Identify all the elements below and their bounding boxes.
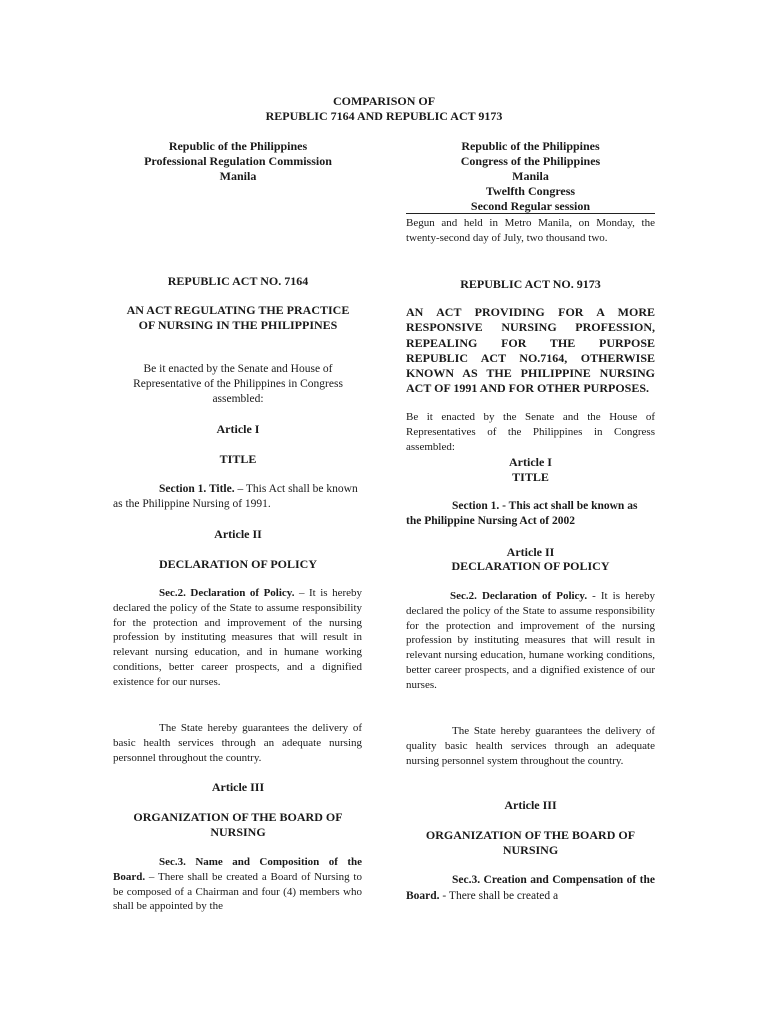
left-section-3	[113, 855, 362, 914]
right-enacting-clause: Be it enacted by the Senate and the House of Representatives of the Philippines in Congress assembled:	[406, 411, 655, 453]
right-article-3-name	[406, 828, 655, 858]
left-article-3-name-line: ORGANIZATION OF THE BOARD OF	[133, 810, 343, 824]
right-section-3-label: Sec.3. Creation and Compensation of the Board.	[406, 874, 655, 902]
title-line-1: COMPARISON OF	[332, 94, 436, 108]
title-line-2: REPUBLIC 7164 AND REPUBLIC ACT 9173	[265, 109, 503, 123]
left-article-1: Article I	[216, 422, 260, 436]
right-article-3: Article III	[504, 798, 557, 812]
left-header-line: Republic of the Philippines	[168, 139, 308, 153]
right-header-line: Second Regular session	[470, 199, 591, 213]
right-section-3-text: - There shall be created a	[439, 889, 559, 902]
left-act-number: REPUBLIC ACT NO. 7164	[167, 274, 309, 288]
left-header-line: Manila	[219, 169, 257, 183]
right-section-2-para-2	[406, 724, 655, 768]
right-article-3-name-line: NURSING	[502, 843, 559, 857]
right-section-2-label: Sec.2. Declaration of Policy.	[450, 590, 588, 602]
left-section-2-text: – It is hereby declared the policy of the State to assume responsibility for the protection and improvement of the nursing profession by instituting measures that will result in relevant nursing education, and in humane working conditions, better career prospects, and a dignified existence for our nurses.	[113, 587, 363, 688]
left-act-title	[113, 303, 363, 333]
right-act-title: AN ACT PROVIDING FOR A MORE RESPONSIVE NURSING PROFESSION, REPEALING FOR THE PURPOSE REPUBLIC ACT NO.7164, OTHERWISE KNOWN AS THE PHILIPPINE NURSING ACT OF 1991 AND FOR OTHER PURPOSES.	[406, 305, 655, 396]
left-section-2-para-2	[113, 721, 362, 765]
document-title	[200, 94, 568, 124]
right-header-line: Congress of the Philippines	[460, 154, 601, 168]
left-section-2-para-2-text: The State hereby guarantees the delivery of basic health services through an adequate nursing personnel throughout the country.	[113, 722, 362, 764]
right-article-2-name: DECLARATION OF POLICY	[451, 559, 610, 573]
left-section-1-text: – This Act shall be known as the Philippine Nursing of 1991.	[113, 483, 358, 510]
left-enacting-clause: Be it enacted by the Senate and House of Representative of the Philippines in Congress assembled:	[133, 363, 343, 405]
right-header-line: Manila	[512, 169, 549, 183]
left-act-title-line: OF NURSING IN THE PHILIPPINES	[138, 318, 338, 332]
left-section-1-label: Section 1. Title.	[159, 483, 235, 495]
left-section-3-label: Sec.3. Name and Composition of the Board.	[113, 856, 362, 883]
right-article-1: Article I	[509, 455, 552, 469]
right-act-number: REPUBLIC ACT NO. 9173	[460, 277, 601, 291]
left-header-line: Professional Regulation Commission	[144, 154, 332, 168]
right-section-2-text: - It is hereby declared the policy of the State to assume responsibility for the protection and improvement of the nursing profession by instituting measures that will result in relevant nursing education, humane working conditions, better career prospects, and a dignified existence of our nurses.	[406, 590, 655, 691]
left-article-1-name: TITLE	[219, 452, 257, 466]
right-article-3-name-line: ORGANIZATION OF THE BOARD OF	[425, 828, 636, 842]
right-section-1	[406, 499, 655, 529]
left-section-2-label: Sec.2. Declaration of Policy.	[159, 587, 295, 599]
right-section-2-para-2-text: The State hereby guarantees the delivery of quality basic health services through an adequate nursing personnel system throughout the country.	[406, 725, 655, 767]
right-begun-clause: Begun and held in Metro Manila, on Monday, the twenty-second day of July, two thousand two.	[406, 217, 655, 244]
right-header-line: Republic of the Philippines	[461, 139, 600, 153]
left-section-1	[113, 482, 363, 512]
left-section-2	[113, 586, 362, 690]
right-section-1-text: Section 1. - This act shall be known as the Philippine Nursing Act of 2002	[406, 500, 638, 527]
right-section-3	[406, 873, 655, 904]
left-header	[113, 139, 363, 184]
right-header-line: Twelfth Congress	[485, 184, 576, 198]
left-article-2-name: DECLARATION OF POLICY	[158, 557, 317, 571]
left-article-2: Article II	[214, 527, 262, 541]
right-header	[406, 139, 655, 214]
right-section-2	[406, 589, 655, 693]
left-act-title-line: AN ACT REGULATING THE PRACTICE	[126, 303, 350, 317]
right-article-2: Article II	[506, 545, 555, 559]
right-article-1-name: TITLE	[512, 470, 549, 484]
left-section-3-text: – There shall be created a Board of Nursing to be composed of a Chairman and four (4) members who shall be appointed by the	[113, 870, 362, 913]
left-article-3: Article III	[211, 780, 265, 794]
left-article-3-name-line: NURSING	[210, 825, 266, 839]
header-divider	[406, 213, 655, 214]
left-article-3-name	[113, 810, 363, 840]
